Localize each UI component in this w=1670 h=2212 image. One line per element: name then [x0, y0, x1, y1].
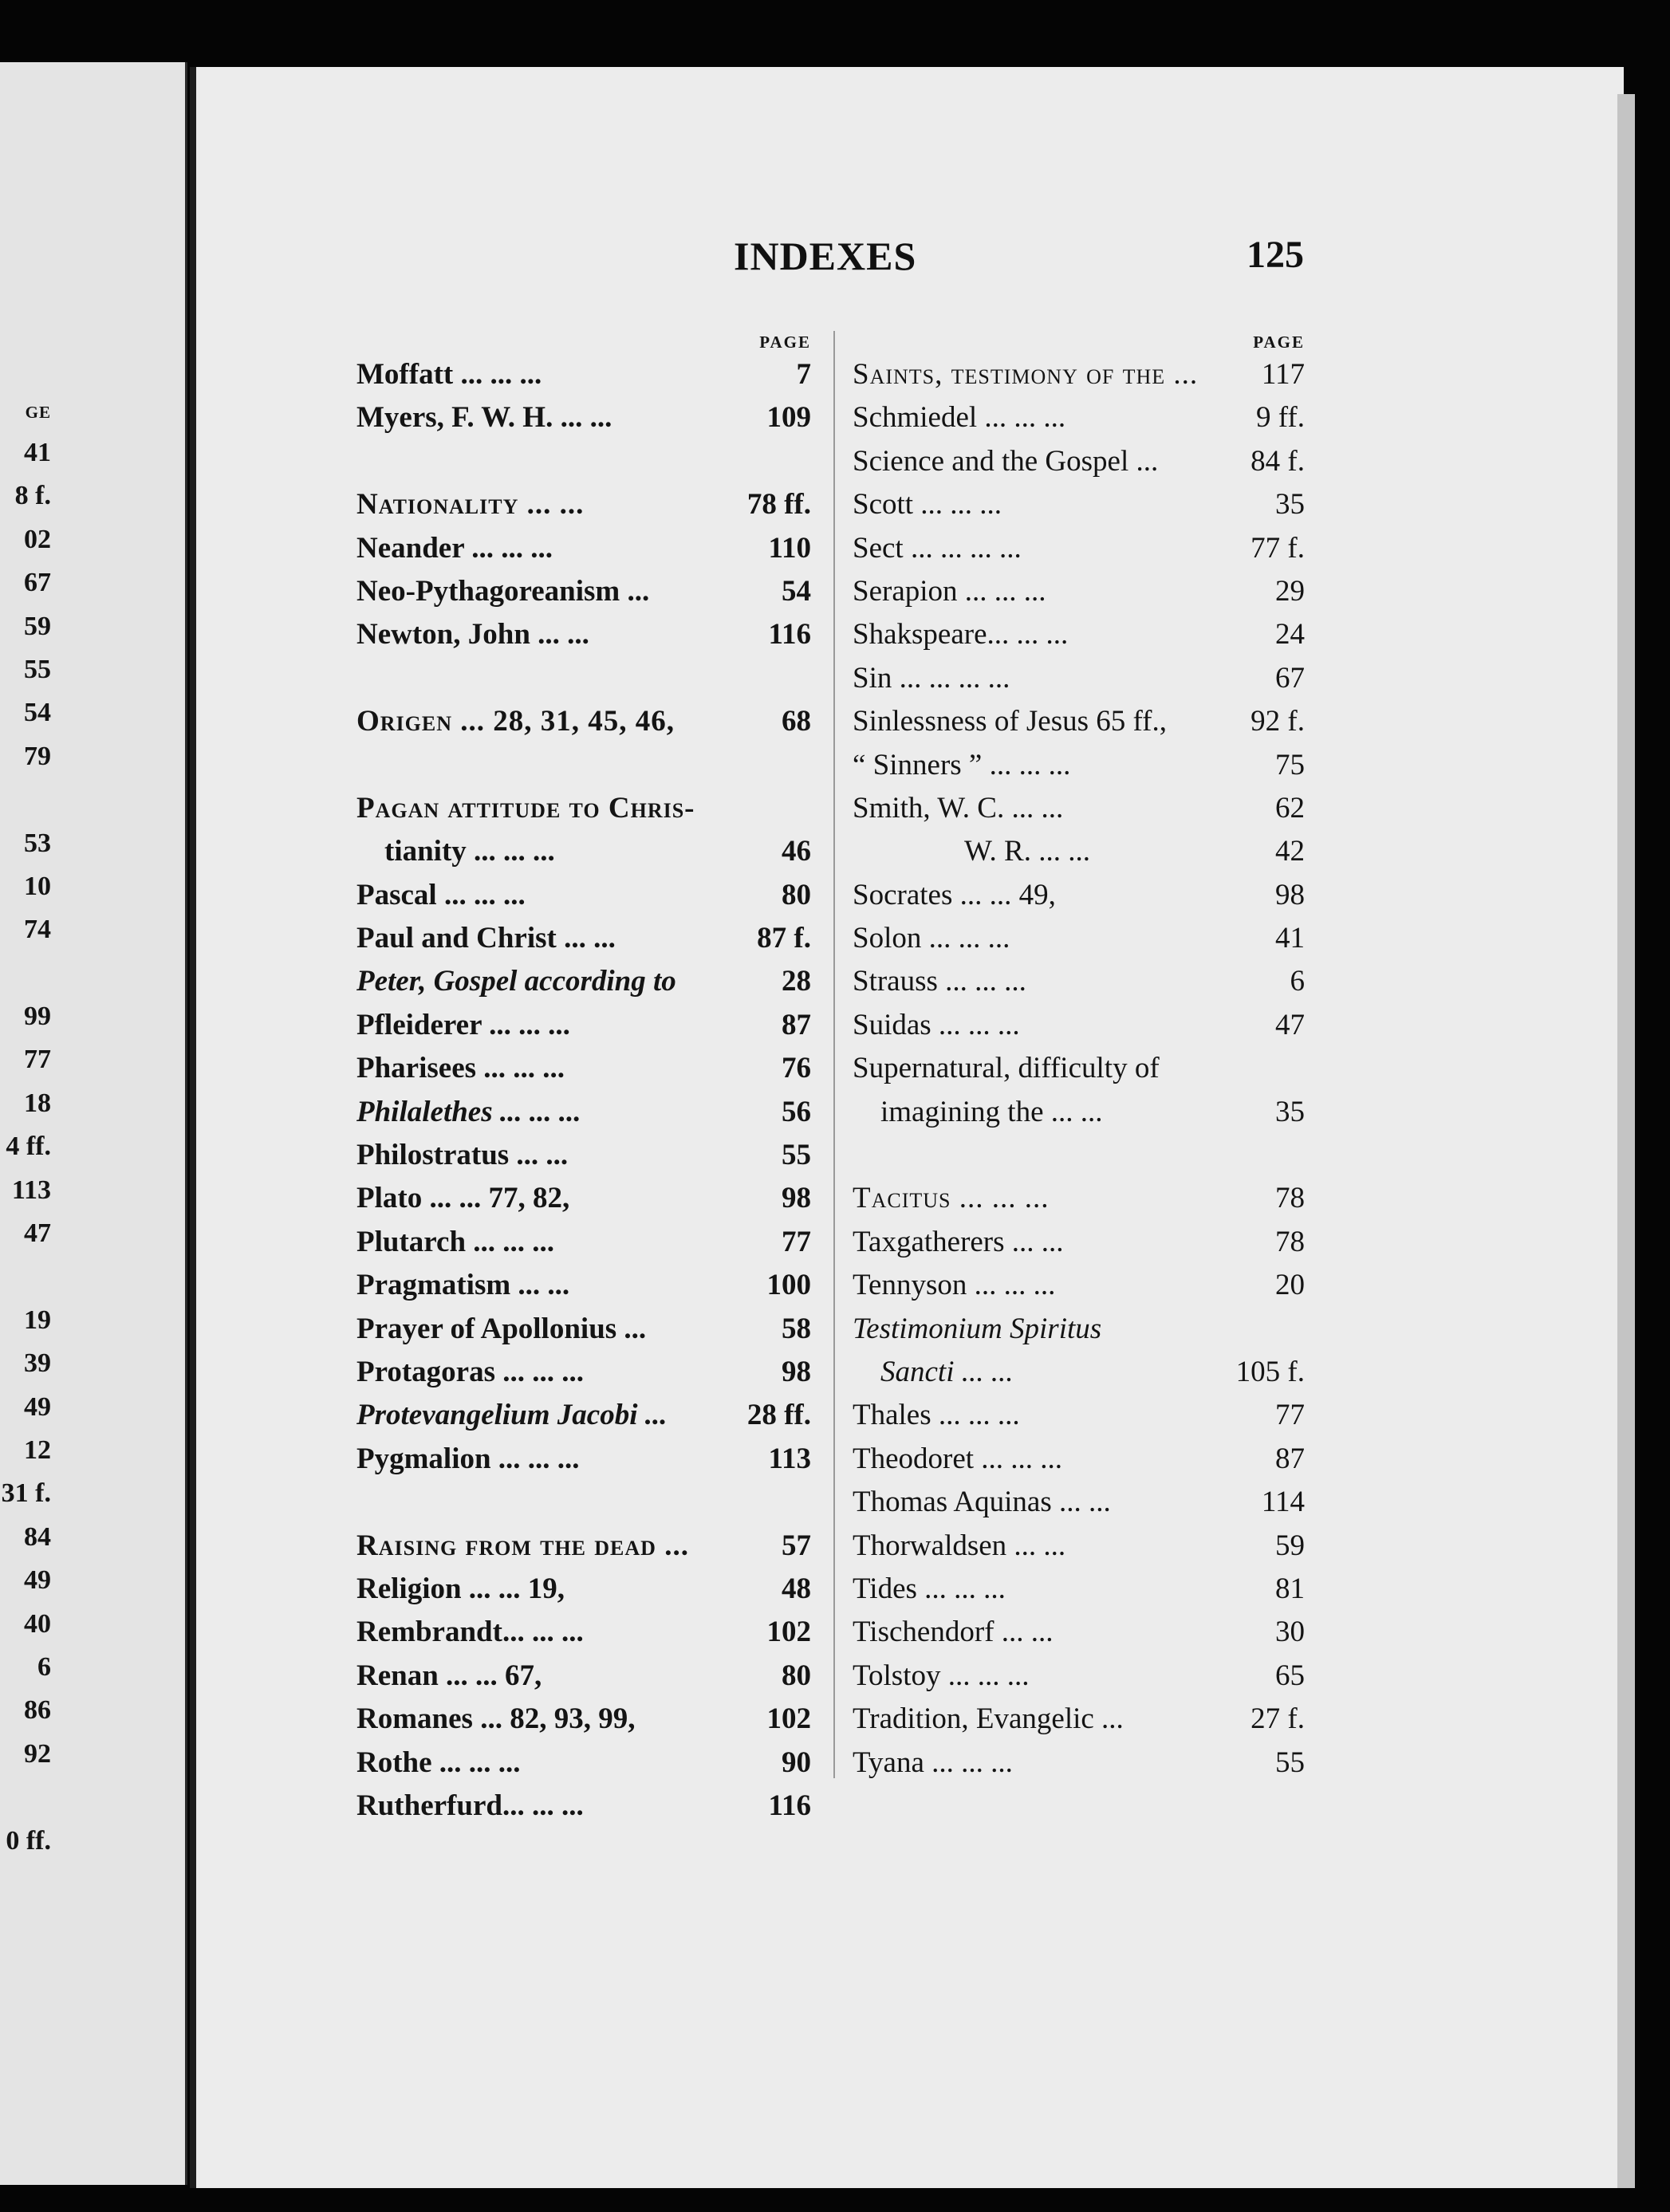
page-reference: 80: [782, 878, 811, 911]
page-reference: 117: [1261, 358, 1305, 391]
index-spacer: [853, 1134, 1305, 1177]
facing-page-number: 77: [24, 1045, 51, 1075]
facing-page-numbers: [0, 393, 51, 1863]
index-term: Philalethes ... ... ...: [356, 1095, 581, 1128]
index-term: Pagan attitude to Chris-: [356, 791, 695, 825]
index-term: Neo-Pythagoreanism ...: [356, 574, 650, 608]
page-reference: 46: [782, 835, 811, 868]
page-reference: 9 ff.: [1256, 401, 1305, 435]
facing-page-number: 47: [24, 1218, 51, 1249]
index-entry: [853, 744, 1305, 787]
index-term: Sin ... ... ... ...: [853, 661, 1010, 695]
index-term: Supernatural, difficulty of: [853, 1052, 1160, 1085]
index-term: Tennyson ... ... ...: [853, 1269, 1056, 1302]
index-spacer: [356, 440, 811, 483]
page-reference: 28: [782, 965, 811, 998]
index-term: Myers, F. W. H. ... ...: [356, 401, 612, 435]
index-term: Serapion ... ... ...: [853, 574, 1046, 608]
page-reference: 55: [782, 1139, 811, 1172]
page-edge: [1617, 94, 1635, 2188]
page-reference: 105 f.: [1235, 1355, 1305, 1388]
index-term: Protagoras ... ... ...: [356, 1355, 584, 1388]
index-entry: [356, 527, 811, 570]
index-entry: [356, 1351, 811, 1394]
index-entry: [853, 874, 1305, 917]
index-entry: [853, 700, 1305, 743]
index-entry: [853, 440, 1305, 483]
facing-page-number: 86: [24, 1695, 51, 1726]
page-reference: 109: [766, 401, 811, 435]
index-term: Thales ... ... ...: [853, 1399, 1020, 1432]
page-reference: 110: [768, 531, 811, 565]
index-entry: [356, 1264, 811, 1307]
facing-page-number: 40: [24, 1608, 51, 1639]
page-number: 125: [1247, 234, 1304, 276]
facing-page-number: [0, 952, 51, 995]
facing-page-number: 8 f.: [14, 481, 51, 511]
index-term: Tolstoy ... ... ...: [853, 1659, 1030, 1692]
index-term: Sect ... ... ... ...: [853, 531, 1022, 565]
index-term: Tradition, Evangelic ...: [853, 1702, 1124, 1736]
facing-page-number: 67: [24, 568, 51, 598]
index-term: Sancti ... ...: [880, 1355, 1014, 1388]
index-term: Sinlessness of Jesus 65 ff.,: [853, 705, 1167, 738]
page-reference: 92 f.: [1251, 705, 1305, 738]
index-term: Rembrandt... ... ...: [356, 1616, 584, 1649]
index-entry: [853, 1611, 1305, 1654]
facing-page-number: 55: [24, 654, 51, 684]
page-reference: 75: [1275, 748, 1305, 781]
facing-page-number: 41: [24, 438, 51, 467]
page-reference: 78: [1275, 1182, 1305, 1215]
index-entry: [356, 1568, 811, 1611]
index-term: Science and the Gospel ...: [853, 444, 1159, 478]
index-term: Prayer of Apollonius ...: [356, 1312, 647, 1345]
index-entry: [356, 1394, 811, 1437]
index-entry: [853, 1351, 1305, 1394]
index-term: Newton, John ... ...: [356, 618, 589, 651]
page-reference: 78: [1275, 1225, 1305, 1258]
index-entry: [356, 570, 811, 613]
facing-page-number: 79: [24, 741, 51, 771]
page-reference: 78 ff.: [746, 488, 811, 522]
page-reference: 102: [766, 1702, 811, 1736]
index-term: Thomas Aquinas ... ...: [853, 1486, 1111, 1519]
index-term: Rutherfurd... ... ...: [356, 1789, 584, 1822]
index-term: Origen ... 28, 31, 45, 46,: [356, 705, 675, 738]
index-entry: [853, 1568, 1305, 1611]
page-column-label: PAGE: [1253, 333, 1305, 352]
page-reference: 100: [766, 1269, 811, 1302]
index-term: Testimonium Spiritus: [853, 1312, 1102, 1345]
page-reference: 62: [1275, 791, 1305, 825]
index-entry: [853, 787, 1305, 830]
index-term: Neander ... ... ...: [356, 531, 553, 565]
facing-page-number: 19: [24, 1305, 51, 1335]
page-reference: 55: [1275, 1746, 1305, 1779]
index-entry: [853, 1655, 1305, 1698]
index-term: Theodoret ... ... ...: [853, 1442, 1063, 1475]
index-column-right: [853, 331, 1305, 1785]
page-reference: 47: [1275, 1008, 1305, 1041]
facing-page-number: 18: [24, 1088, 51, 1118]
page-reference: 98: [782, 1182, 811, 1215]
index-entry: [356, 917, 811, 960]
page-reference: 35: [1275, 1095, 1305, 1128]
index-term: Tischendorf ... ...: [853, 1616, 1054, 1649]
index-term: Protevangelium Jacobi ...: [356, 1399, 668, 1432]
index-term: Pfleiderer ... ... ...: [356, 1008, 570, 1041]
index-term: Pharisees ... ... ...: [356, 1052, 565, 1085]
page-reference: 56: [782, 1095, 811, 1128]
index-entry: [356, 613, 811, 656]
index-entry: [356, 1177, 811, 1220]
facing-page-label: GE: [25, 403, 51, 422]
page-reference: 98: [1275, 878, 1305, 911]
facing-page-number: 6: [37, 1651, 51, 1682]
index-term: Solon ... ... ...: [853, 922, 1010, 955]
index-term: Scott ... ... ...: [853, 488, 1002, 522]
facing-page-number: 49: [24, 1565, 51, 1596]
index-term: Religion ... ... 19,: [356, 1572, 565, 1605]
page-reference: 7: [796, 358, 811, 391]
facing-page-number: 39: [24, 1348, 51, 1379]
index-column-left: [356, 331, 811, 1828]
index-entry: [356, 483, 811, 526]
page-reference: 90: [782, 1746, 811, 1779]
facing-page-number: 92: [24, 1738, 51, 1769]
index-term: Smith, W. C. ... ...: [853, 791, 1064, 825]
index-entry: [356, 1611, 811, 1654]
index-entry: [356, 1698, 811, 1741]
page-reference: 98: [782, 1355, 811, 1388]
index-entry: [853, 1047, 1305, 1090]
index-term: Suidas ... ... ...: [853, 1008, 1020, 1041]
index-entry: [356, 353, 811, 396]
index-entry: [356, 960, 811, 1003]
index-term: W. R. ... ...: [964, 835, 1090, 868]
page-reference: 24: [1275, 618, 1305, 651]
page-reference: 27 f.: [1251, 1702, 1305, 1736]
page-reference: 68: [782, 705, 811, 738]
page-reference: 81: [1275, 1572, 1305, 1605]
index-entry: [853, 396, 1305, 439]
index-term: Pragmatism ... ...: [356, 1269, 570, 1302]
index-entry: [853, 1308, 1305, 1351]
index-entry: [853, 657, 1305, 700]
index-entry: [356, 1134, 811, 1177]
index-entry: [356, 700, 811, 743]
facing-page-number: 49: [24, 1391, 51, 1422]
facing-page-number: [0, 778, 51, 821]
page-reference: 77: [782, 1225, 811, 1258]
index-term: Paul and Christ ... ...: [356, 922, 616, 955]
facing-page-number: 12: [24, 1435, 51, 1465]
facing-page-number: [0, 1776, 51, 1819]
index-term: Renan ... ... 67,: [356, 1659, 542, 1692]
index-entry: [853, 570, 1305, 613]
page-reference: 20: [1275, 1269, 1305, 1302]
facing-page-number: 74: [24, 915, 51, 945]
facing-page-number: [0, 1255, 51, 1298]
index-entry: [853, 1004, 1305, 1047]
facing-page-number: 4 ff.: [6, 1132, 51, 1162]
index-term: Tyana ... ... ...: [853, 1746, 1013, 1779]
index-entry: [853, 960, 1305, 1003]
facing-page-number: 53: [24, 828, 51, 858]
page-reference: 84 f.: [1251, 444, 1305, 478]
page-reference: 113: [768, 1442, 811, 1475]
index-entry: [853, 917, 1305, 960]
index-term: Saints, testimony of the ...: [853, 358, 1199, 391]
index-term: Philostratus ... ...: [356, 1139, 569, 1172]
page-column-label: PAGE: [759, 333, 811, 352]
index-term: Pascal ... ... ...: [356, 878, 526, 911]
index-entry: [853, 1264, 1305, 1307]
index-entry: [853, 1438, 1305, 1481]
index-entry: [853, 1091, 1305, 1134]
index-term: Rothe ... ... ...: [356, 1746, 521, 1779]
page-reference: 80: [782, 1659, 811, 1692]
index-term: Thorwaldsen ... ...: [853, 1529, 1066, 1562]
index-entry: [356, 1785, 811, 1828]
index-term: Raising from the dead ...: [356, 1529, 689, 1562]
page-reference: 48: [782, 1572, 811, 1605]
index-spacer: [356, 744, 811, 787]
index-term: imagining the ... ...: [880, 1095, 1103, 1128]
index-entry: [356, 396, 811, 439]
index-entry: [356, 1308, 811, 1351]
index-term: Shakspeare... ... ...: [853, 618, 1069, 651]
page-reference: 114: [1261, 1486, 1305, 1519]
index-term: Tides ... ... ...: [853, 1572, 1006, 1605]
index-term: tianity ... ... ...: [384, 835, 555, 868]
page-reference: 65: [1275, 1659, 1305, 1692]
page-reference: 116: [768, 1789, 811, 1822]
index-term: Moffatt ... ... ...: [356, 358, 542, 391]
page-reference: 59: [1275, 1529, 1305, 1562]
index-term: Strauss ... ... ...: [853, 965, 1026, 998]
index-term: Plato ... ... 77, 82,: [356, 1182, 570, 1215]
page-reference: 41: [1275, 922, 1305, 955]
index-entry: [853, 1742, 1305, 1785]
page-reference: 76: [782, 1052, 811, 1085]
facing-page-number: 113: [11, 1175, 51, 1205]
index-term: Schmiedel ... ... ...: [853, 401, 1066, 435]
index-entry: [853, 613, 1305, 656]
page-reference: 87 f.: [757, 922, 811, 955]
index-entry: [356, 874, 811, 917]
index-entry: [356, 1004, 811, 1047]
page-reference: 77 f.: [1251, 531, 1305, 565]
page-reference: 87: [782, 1008, 811, 1041]
index-term: Romanes ... 82, 93, 99,: [356, 1702, 636, 1736]
index-entry: [853, 483, 1305, 526]
running-title: INDEXES: [734, 234, 917, 278]
facing-page-number: 10: [24, 871, 51, 901]
facing-page-number: 02: [24, 524, 51, 554]
index-term: Taxgatherers ... ...: [853, 1225, 1064, 1258]
facing-page-number: 59: [24, 611, 51, 641]
index-term: Pygmalion ... ... ...: [356, 1442, 580, 1475]
index-term: “ Sinners ” ... ... ...: [853, 748, 1071, 781]
page-reference: 42: [1275, 835, 1305, 868]
page-reference: 58: [782, 1312, 811, 1345]
index-entry: [356, 1655, 811, 1698]
index-entry: [853, 527, 1305, 570]
facing-page-number: 0 ff.: [6, 1825, 51, 1856]
index-entry: [853, 1394, 1305, 1437]
index-term: Plutarch ... ... ...: [356, 1225, 555, 1258]
column-divider: [833, 331, 835, 1778]
page-reference: 35: [1275, 488, 1305, 522]
page-reference: 116: [768, 618, 811, 651]
index-entry: [853, 353, 1305, 396]
index-entry: [853, 830, 1305, 873]
index-term: Nationality ... ...: [356, 488, 585, 522]
page-reference: 77: [1275, 1399, 1305, 1432]
index-spacer: [356, 657, 811, 700]
page-reference: 102: [766, 1616, 811, 1649]
page-reference: 6: [1290, 965, 1305, 998]
index-entry: [853, 1221, 1305, 1264]
index-entry: [356, 787, 811, 830]
index-entry: [356, 1742, 811, 1785]
page-reference: 67: [1275, 661, 1305, 695]
page-reference: 29: [1275, 574, 1305, 608]
page-reference: 57: [782, 1529, 811, 1562]
facing-page-number: 31 f.: [1, 1478, 51, 1509]
facing-page-number: 84: [24, 1521, 51, 1552]
page-reference: 54: [782, 574, 811, 608]
facing-page-number: 99: [24, 1002, 51, 1032]
facing-page-number: 54: [24, 698, 51, 728]
page-reference: 28 ff.: [746, 1399, 811, 1432]
index-term: Socrates ... ... 49,: [853, 878, 1056, 911]
index-entry: [356, 1047, 811, 1090]
facing-page-fragment: [0, 62, 187, 2185]
index-entry: [853, 1177, 1305, 1220]
index-entry: [356, 1438, 811, 1481]
index-entry: [356, 1525, 811, 1568]
index-term: Tacitus ... ... ...: [853, 1182, 1050, 1215]
index-entry: [853, 1698, 1305, 1741]
index-term: Peter, Gospel according to: [356, 965, 676, 998]
index-entry: [356, 1091, 811, 1134]
index-entry: [853, 1525, 1305, 1568]
index-entry: [853, 1481, 1305, 1524]
index-spacer: [356, 1481, 811, 1524]
index-entry: [356, 1221, 811, 1264]
page-reference: 87: [1275, 1442, 1305, 1475]
index-entry: [356, 830, 811, 873]
page-reference: 30: [1275, 1616, 1305, 1649]
